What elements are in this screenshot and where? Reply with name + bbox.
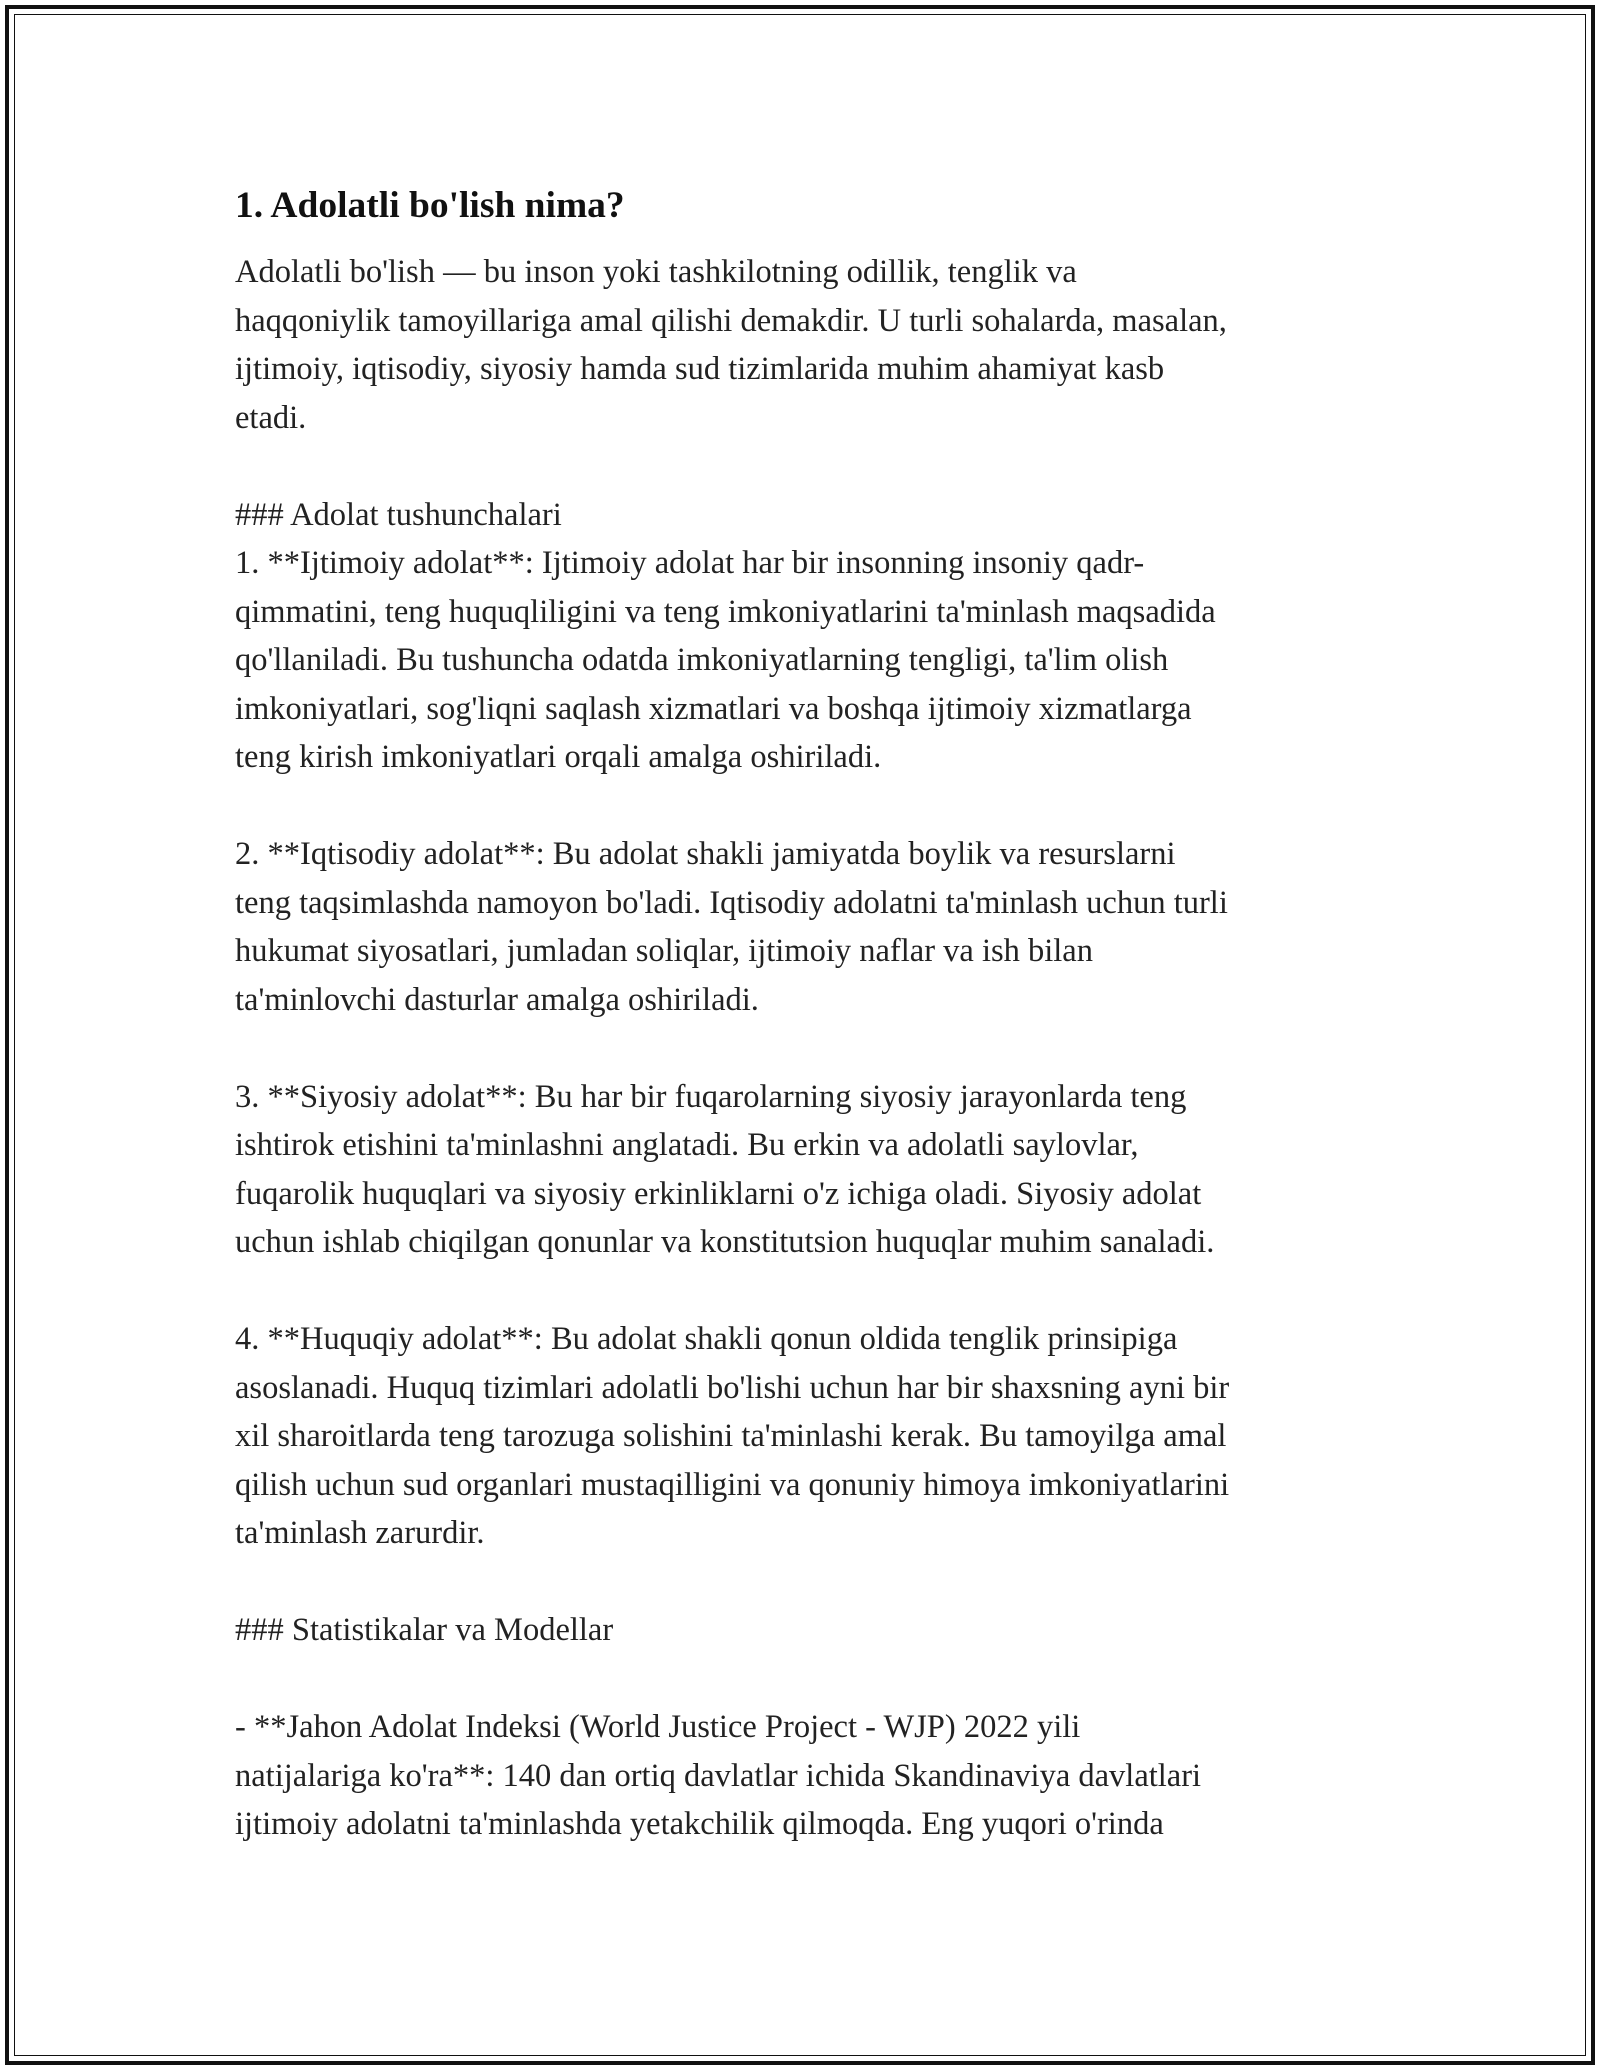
item-legal-justice-line: asoslanadi. Huquq tizimlari adolatli bo'lishi uchun har bir shaxsning ayni bir: [235, 1369, 1230, 1406]
item-legal-justice-line: qilish uchun sud organlari mustaqilligini va qonuniy himoya imkoniyatlarini: [235, 1466, 1230, 1503]
item-social-justice-line: teng kirish imkoniyatlari orqali amalga oshiriladi.: [235, 739, 882, 775]
intro-line: haqqoniylik tamoyillariga amal qilishi demakdir. U turli sohalarda, masalan,: [235, 302, 1227, 339]
bullet-wjp-line: - **Jahon Adolat Indeksi (World Justice Project - WJP) 2022 yili: [235, 1709, 1081, 1745]
intro-line: ijtimoiy, iqtisodiy, siyosiy hamda sud tizimlarida muhim ahamiyat kasb: [235, 351, 1165, 387]
paragraph-gap: [235, 782, 1365, 831]
item-economic-justice-line: ta'minlovchi dasturlar amalga oshiriladi.: [235, 981, 759, 1018]
bullet-wjp-line: natijalariga ko'ra**: 140 dan ortiq davlatlar ichida Skandinaviya davlatlari: [235, 1757, 1202, 1794]
item-social-justice-line: imkoniyatlari, sog'liqni saqlash xizmatlari va boshqa ijtimoiy xizmatlarga: [235, 690, 1192, 727]
item-economic-justice-line: hukumat siyosatlari, jumladan soliqlar, ijtimoiy naflar va ish bilan: [235, 933, 1093, 969]
item-legal-justice-line: xil sharoitlarda teng tarozuga solishini ta'minlashi kerak. Bu tamoyilga amal: [235, 1418, 1227, 1454]
paragraph-gap: [235, 1024, 1365, 1073]
item-economic-justice-line: 2. **Iqtisodiy adolat**: Bu adolat shakli jamiyatda boylik va resurslarni: [235, 836, 1176, 872]
document-title: 1. Adolatli bo'lish nima?: [235, 185, 625, 226]
intro-line: etadi.: [235, 399, 307, 436]
intro-paragraph: [235, 248, 1365, 1849]
bullet-wjp-line: ijtimoiy adolatni ta'minlashda yetakchilik qilmoqda. Eng yuqori o'rinda: [235, 1806, 1164, 1842]
item-political-justice-line: ishtirok etishini ta'minlashni anglatadi. Bu erkin va adolatli saylovlar,: [235, 1127, 1139, 1163]
item-political-justice-line: uchun ishlab chiqilgan qonunlar va konstitutsion huquqlar muhim sanaladi.: [235, 1224, 1215, 1260]
paragraph-gap: [235, 1558, 1365, 1607]
item-legal-justice-line: ta'minlash zarurdir.: [235, 1515, 485, 1551]
section-heading-concepts: ### Adolat tushunchalari: [235, 496, 562, 533]
section-heading-statistics: ### Statistikalar va Modellar: [235, 1612, 614, 1648]
paragraph-gap: [235, 1267, 1365, 1316]
item-economic-justice-line: teng taqsimlashda namoyon bo'ladi. Iqtisodiy adolatni ta'minlash uchun turli: [235, 884, 1228, 921]
item-social-justice-line: qimmatini, teng huquqliligini va teng imkoniyatlarini ta'minlash maqsadida: [235, 593, 1216, 630]
paragraph-gap: [235, 1655, 1365, 1704]
item-political-justice-line: 3. **Siyosiy adolat**: Bu har bir fuqarolarning siyosiy jarayonlarda teng: [235, 1078, 1187, 1115]
document-body: [235, 182, 1365, 1849]
item-political-justice-line: fuqarolik huquqlari va siyosiy erkinliklarni o'z ichiga oladi. Siyosiy adolat: [235, 1175, 1202, 1212]
item-social-justice-line: 1. **Ijtimoiy adolat**: Ijtimoiy adolat har bir insonning insoniy qadr-: [235, 545, 1145, 581]
item-social-justice-line: qo'llaniladi. Bu tushuncha odatda imkoniyatlarning tengligi, ta'lim olish: [235, 642, 1169, 678]
intro-line: Adolatli bo'lish — bu inson yoki tashkilotning odillik, tenglik va: [235, 254, 1077, 290]
item-legal-justice-line: 4. **Huquqiy adolat**: Bu adolat shakli qonun oldida tenglik prinsipiga: [235, 1321, 1178, 1357]
paragraph-gap: [235, 442, 1365, 491]
